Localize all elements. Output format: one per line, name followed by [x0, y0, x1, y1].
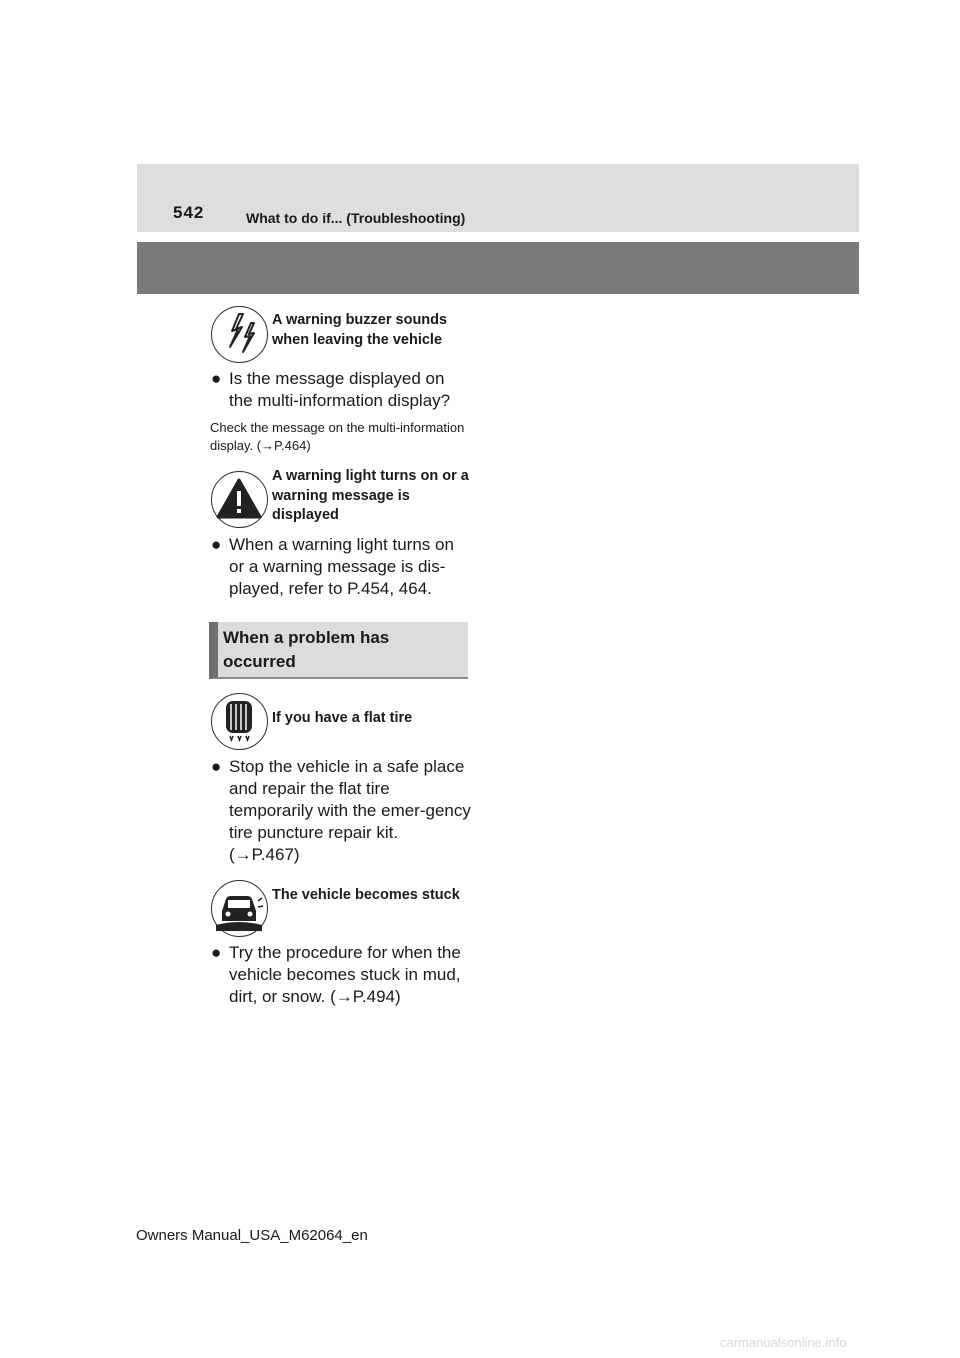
section-heading-text: When a problem has occurred — [223, 628, 390, 671]
warning-triangle-icon — [211, 471, 268, 528]
bullet-glyph: ● — [211, 369, 222, 388]
buzzer-bullet — [211, 368, 471, 412]
watermark: carmanualsonline.info — [720, 1335, 847, 1350]
stuck-bullet — [211, 942, 471, 1008]
buzzer-caption: A warning buzzer sounds when leaving the vehicle — [272, 312, 448, 348]
flat-tire-icon — [211, 693, 268, 750]
bullet-glyph: ● — [211, 535, 222, 554]
warning-buzzer-icon — [211, 306, 268, 363]
section-heading — [209, 622, 468, 679]
buzzer-bullet-text: Is the message displayed on the multi-information display? — [229, 369, 451, 410]
stuck-caption: The vehicle becomes stuck — [272, 887, 460, 903]
page-number: 542 — [173, 203, 205, 222]
bullet-glyph: ● — [211, 943, 222, 962]
warning-light-bullet — [211, 534, 471, 600]
flat-tire-bullet-text: Stop the vehicle in a safe place and repair the flat tire temporarily with the emer-gency tire puncture repair kit. (→P.467) — [229, 757, 471, 864]
warning-light-caption: A warning light turns on or a warning message is displayed — [272, 468, 469, 523]
section-title: What to do if... (Troubleshooting) — [246, 210, 466, 226]
warning-light-bullet-text: When a warning light turns on or a warning message is dis-played, refer to P.454, 464. — [229, 535, 454, 598]
footer-manual-id: Owners Manual_USA_M62064_en — [136, 1227, 368, 1244]
dark-band — [137, 242, 859, 294]
buzzer-note: Check the message on the multi-information display. (→P.464) — [210, 420, 465, 453]
stuck-vehicle-icon — [211, 880, 268, 937]
stuck-bullet-text: Try the procedure for when the vehicle becomes stuck in mud, dirt, or snow. (→P.494) — [229, 943, 461, 1006]
flat-tire-caption: If you have a flat tire — [272, 710, 413, 726]
bullet-glyph: ● — [211, 757, 222, 776]
flat-tire-bullet — [211, 756, 471, 866]
